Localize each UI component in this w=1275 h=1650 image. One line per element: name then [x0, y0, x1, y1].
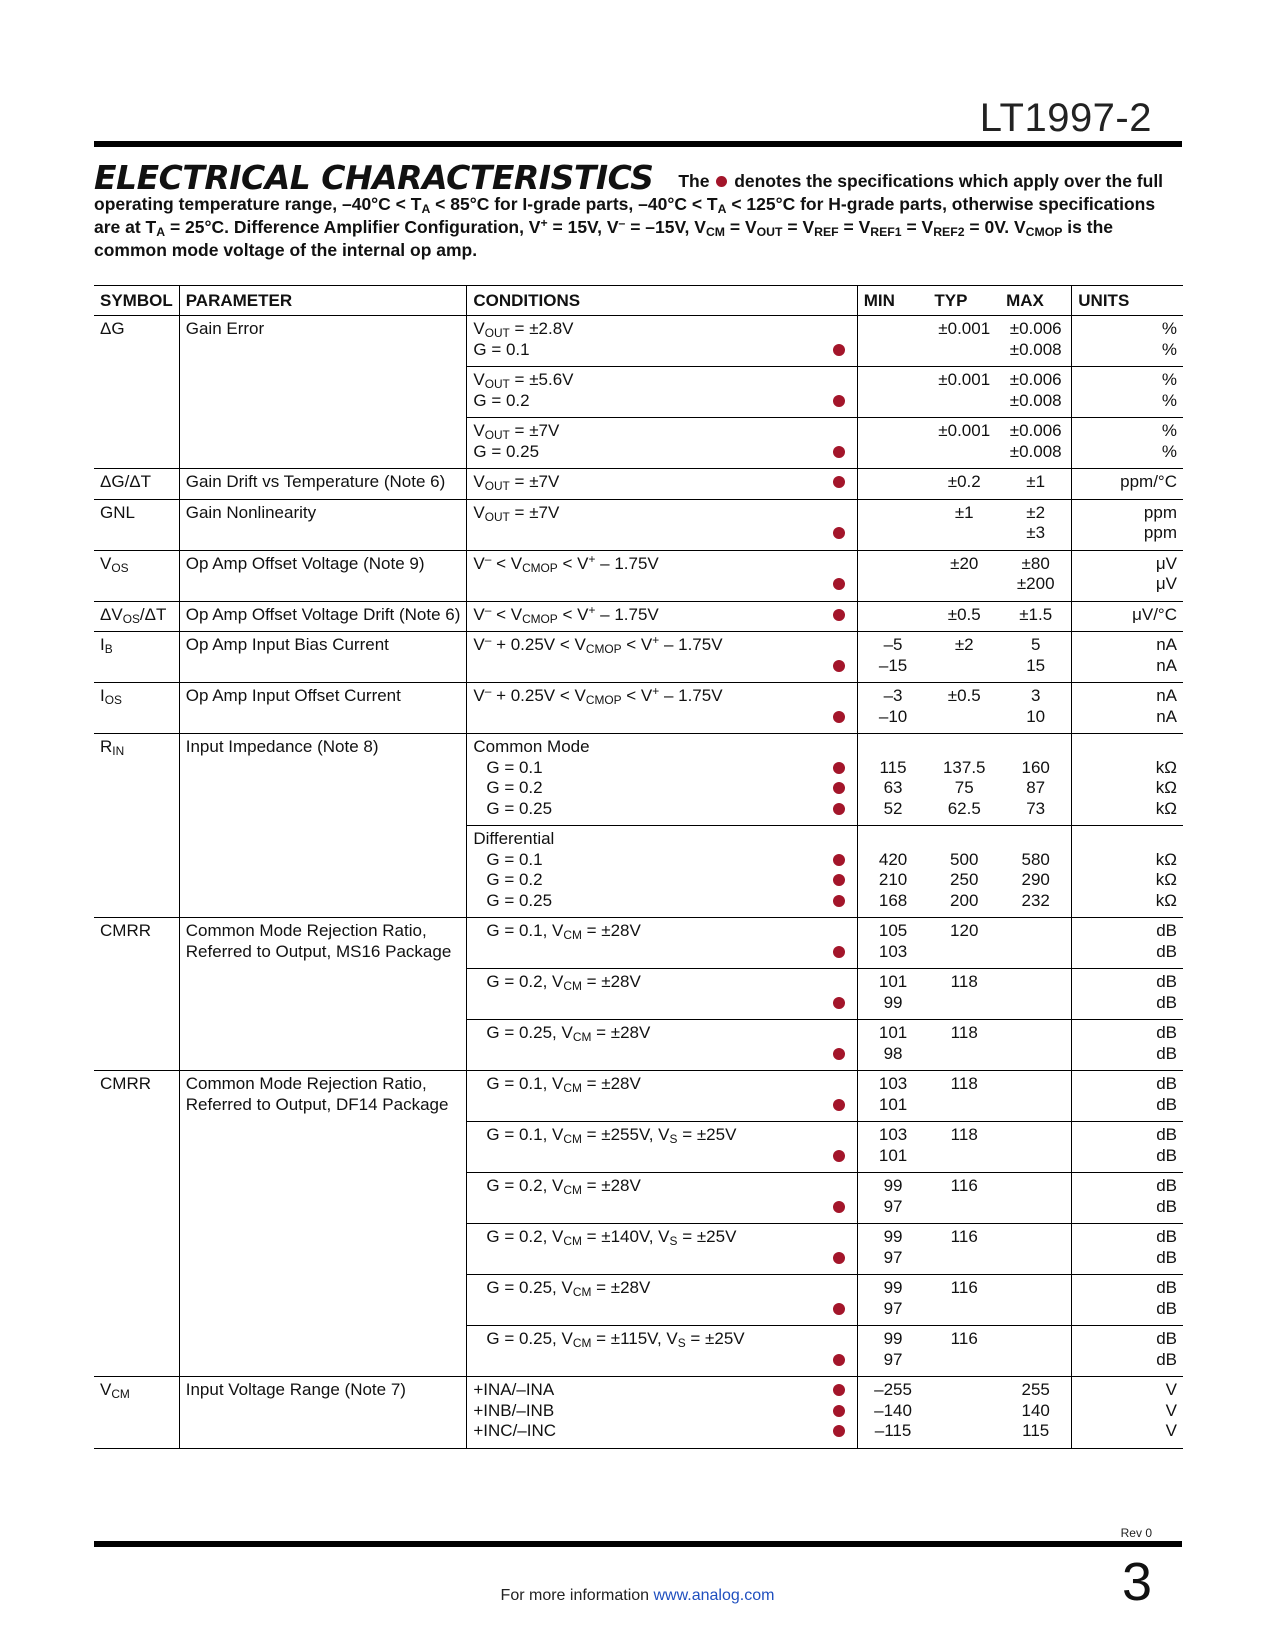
- table-row: G = 0.25, $V_{CM} = \pm 115V$, $V_S = \pm 25V$ 99 97 116 dB dB: [94, 1326, 1183, 1377]
- bullet-icon: [833, 609, 845, 621]
- col-max: MAX: [1000, 286, 1072, 316]
- table-row: CMRR Common Mode Rejection Ratio, Referred to Output, DF14 Package G = 0.1, $V_{CM} = \pm 28V$ 103 101 118 dB dB: [94, 1071, 1183, 1122]
- revision-label: Rev 0: [1120, 1526, 1152, 1540]
- col-parameter: PARAMETER: [179, 286, 467, 316]
- section-title: ELECTRICAL CHARACTERISTICS: [94, 158, 654, 197]
- table-row: $V_{OUT} = \pm 5.6V$ G = 0.2 ±0.001 ±0.006 ±0.008 % %: [94, 367, 1183, 418]
- table-row: G = 0.2, $V_{CM} = \pm 28V$ 99 97 116 dB dB: [94, 1173, 1183, 1224]
- table-row: $R_{IN}$ Input Impedance (Note 8) Common Mode G = 0.1 G = 0.2 G = 0.25 115 63 52 137.5 75 62.5 160 87 73 kΩ kΩ kΩ: [94, 734, 1183, 826]
- table-row: G = 0.25, $V_{CM} = \pm 28V$ 99 97 116 dB dB: [94, 1275, 1183, 1326]
- table-header-row: [94, 286, 1183, 316]
- table-row: G = 0.1, $V_{CM} = \pm 255V$, $V_S = \pm 25V$ 103 101 118 dB dB: [94, 1122, 1183, 1173]
- table-row: ΔG/ΔT Gain Drift vs Temperature (Note 6) $V_{OUT} = \pm 7V$ ±0.2 ±1 ppm/°C: [94, 469, 1183, 500]
- table-row: $V_{CM}$ Input Voltage Range (Note 7) +INA/–INA +INB/–INB +INC/–INC –255 –140 –115 255 140 115 V V V: [94, 1377, 1183, 1449]
- table-row: $I_B$ Op Amp Input Bias Current $V^- + 0.25V < V_{CMOP} < V^+ - 1.75V$ –5 –15 ±2 5 15 nA nA: [94, 632, 1183, 683]
- bullet-icon: [833, 1048, 845, 1060]
- table-row: $\Delta V_{OS}/\Delta T$ Op Amp Offset Voltage Drift (Note 6) $V^- < V_{CMOP} < V^+ - 1.75V$ ±0.5 ±1.5 μV/°C: [94, 601, 1183, 632]
- bullet-icon: [833, 446, 845, 458]
- bullet-icon: [833, 946, 845, 958]
- bullet-icon: [833, 578, 845, 590]
- bullet-icon: [833, 1150, 845, 1162]
- page-number: 3: [1121, 1552, 1152, 1612]
- footer: [0, 1587, 1275, 1605]
- bullet-icon: [833, 997, 845, 1009]
- bullet-icon: [833, 874, 845, 886]
- bullet-icon: [833, 660, 845, 672]
- bullet-icon: [833, 782, 845, 794]
- bullet-icon: [833, 895, 845, 907]
- table-row: Differential G = 0.1 G = 0.2 G = 0.25 420 210 168 500 250 200 580 290 232 kΩ kΩ kΩ: [94, 826, 1183, 918]
- bullet-icon: [833, 1252, 845, 1264]
- bottom-rule: [94, 1541, 1182, 1547]
- bullet-icon: [833, 1201, 845, 1213]
- table-row: GNL Gain Nonlinearity $V_{OUT} = \pm 7V$ ±1 ±2 ±3 ppm ppm: [94, 499, 1183, 550]
- col-symbol: SYMBOL: [94, 286, 179, 316]
- col-units: UNITS: [1072, 286, 1183, 316]
- footer-text: For more information: [500, 1587, 650, 1604]
- table-row: G = 0.25, $V_{CM} = \pm 28V$ 101 98 118 dB dB: [94, 1020, 1183, 1071]
- section-heading: ELECTRICAL CHARACTERISTICS The denotes the specifications which apply over the full operating temperature range, $-40^\circ C < T_A < 85^\circ C$ for I-grade parts, $-40^\circ C < T_A < 125^\circ C$ for H-grade parts, otherwise specifications are at $T_A = 25^\circ C$. Difference Amplifier Configuration, V+ = 15V, V– = –15V, $V_{CM} = V_{OUT} = V_{REF} = V_{REF1} = V_{REF2} = 0V$. $V_{CMOP}$ is the common mode voltage of the internal op amp.: [94, 158, 1164, 260]
- table-row: $I_{OS}$ Op Amp Input Offset Current $V^- + 0.25V < V_{CMOP} < V^+ - 1.75V$ –3 –10 ±0.5 3 10 nA nA: [94, 683, 1183, 734]
- part-number: LT1997-2: [979, 96, 1152, 140]
- bullet-icon: [833, 395, 845, 407]
- bullet-icon: [833, 803, 845, 815]
- analog-link[interactable]: www.analog.com: [653, 1587, 775, 1604]
- col-min: MIN: [857, 286, 928, 316]
- bullet-icon: [833, 1405, 845, 1417]
- bullet-icon: [833, 476, 845, 488]
- bullet-icon: [833, 762, 845, 774]
- electrical-characteristics-table: [94, 285, 1183, 1449]
- col-typ: TYP: [928, 286, 1000, 316]
- bullet-icon: [833, 711, 845, 723]
- bullet-icon: [833, 1303, 845, 1315]
- bullet-icon: [833, 1384, 845, 1396]
- table-row: G = 0.2, $V_{CM} = \pm 140V$, $V_S = \pm 25V$ 99 97 116 dB dB: [94, 1224, 1183, 1275]
- col-conditions: CONDITIONS: [467, 286, 822, 316]
- table-row: $V_{OS}$ Op Amp Offset Voltage (Note 9) $V^- < V_{CMOP} < V^+ - 1.75V$ ±20 ±80 ±200 μV μV: [94, 550, 1183, 601]
- bullet-icon: [833, 854, 845, 866]
- bullet-icon: [833, 1425, 845, 1437]
- bullet-icon: [833, 1354, 845, 1366]
- bullet-icon: [833, 527, 845, 539]
- bullet-icon: [833, 344, 845, 356]
- table-row: CMRR Common Mode Rejection Ratio, Referred to Output, MS16 Package G = 0.1, $V_{CM} = \pm 28V$ 105 103 120 dB dB: [94, 918, 1183, 969]
- bullet-icon: [833, 1099, 845, 1111]
- top-rule: [94, 141, 1182, 147]
- table-row: G = 0.2, $V_{CM} = \pm 28V$ 101 99 118 dB dB: [94, 969, 1183, 1020]
- bullet-icon: [716, 176, 727, 187]
- table-row: $V_{OUT} = \pm 7V$ G = 0.25 ±0.001 ±0.006 ±0.008 % %: [94, 418, 1183, 469]
- table-row: ΔG Gain Error $V_{OUT} = \pm 2.8V$ G = 0.1 ±0.001 ±0.006 ±0.008 % %: [94, 316, 1183, 367]
